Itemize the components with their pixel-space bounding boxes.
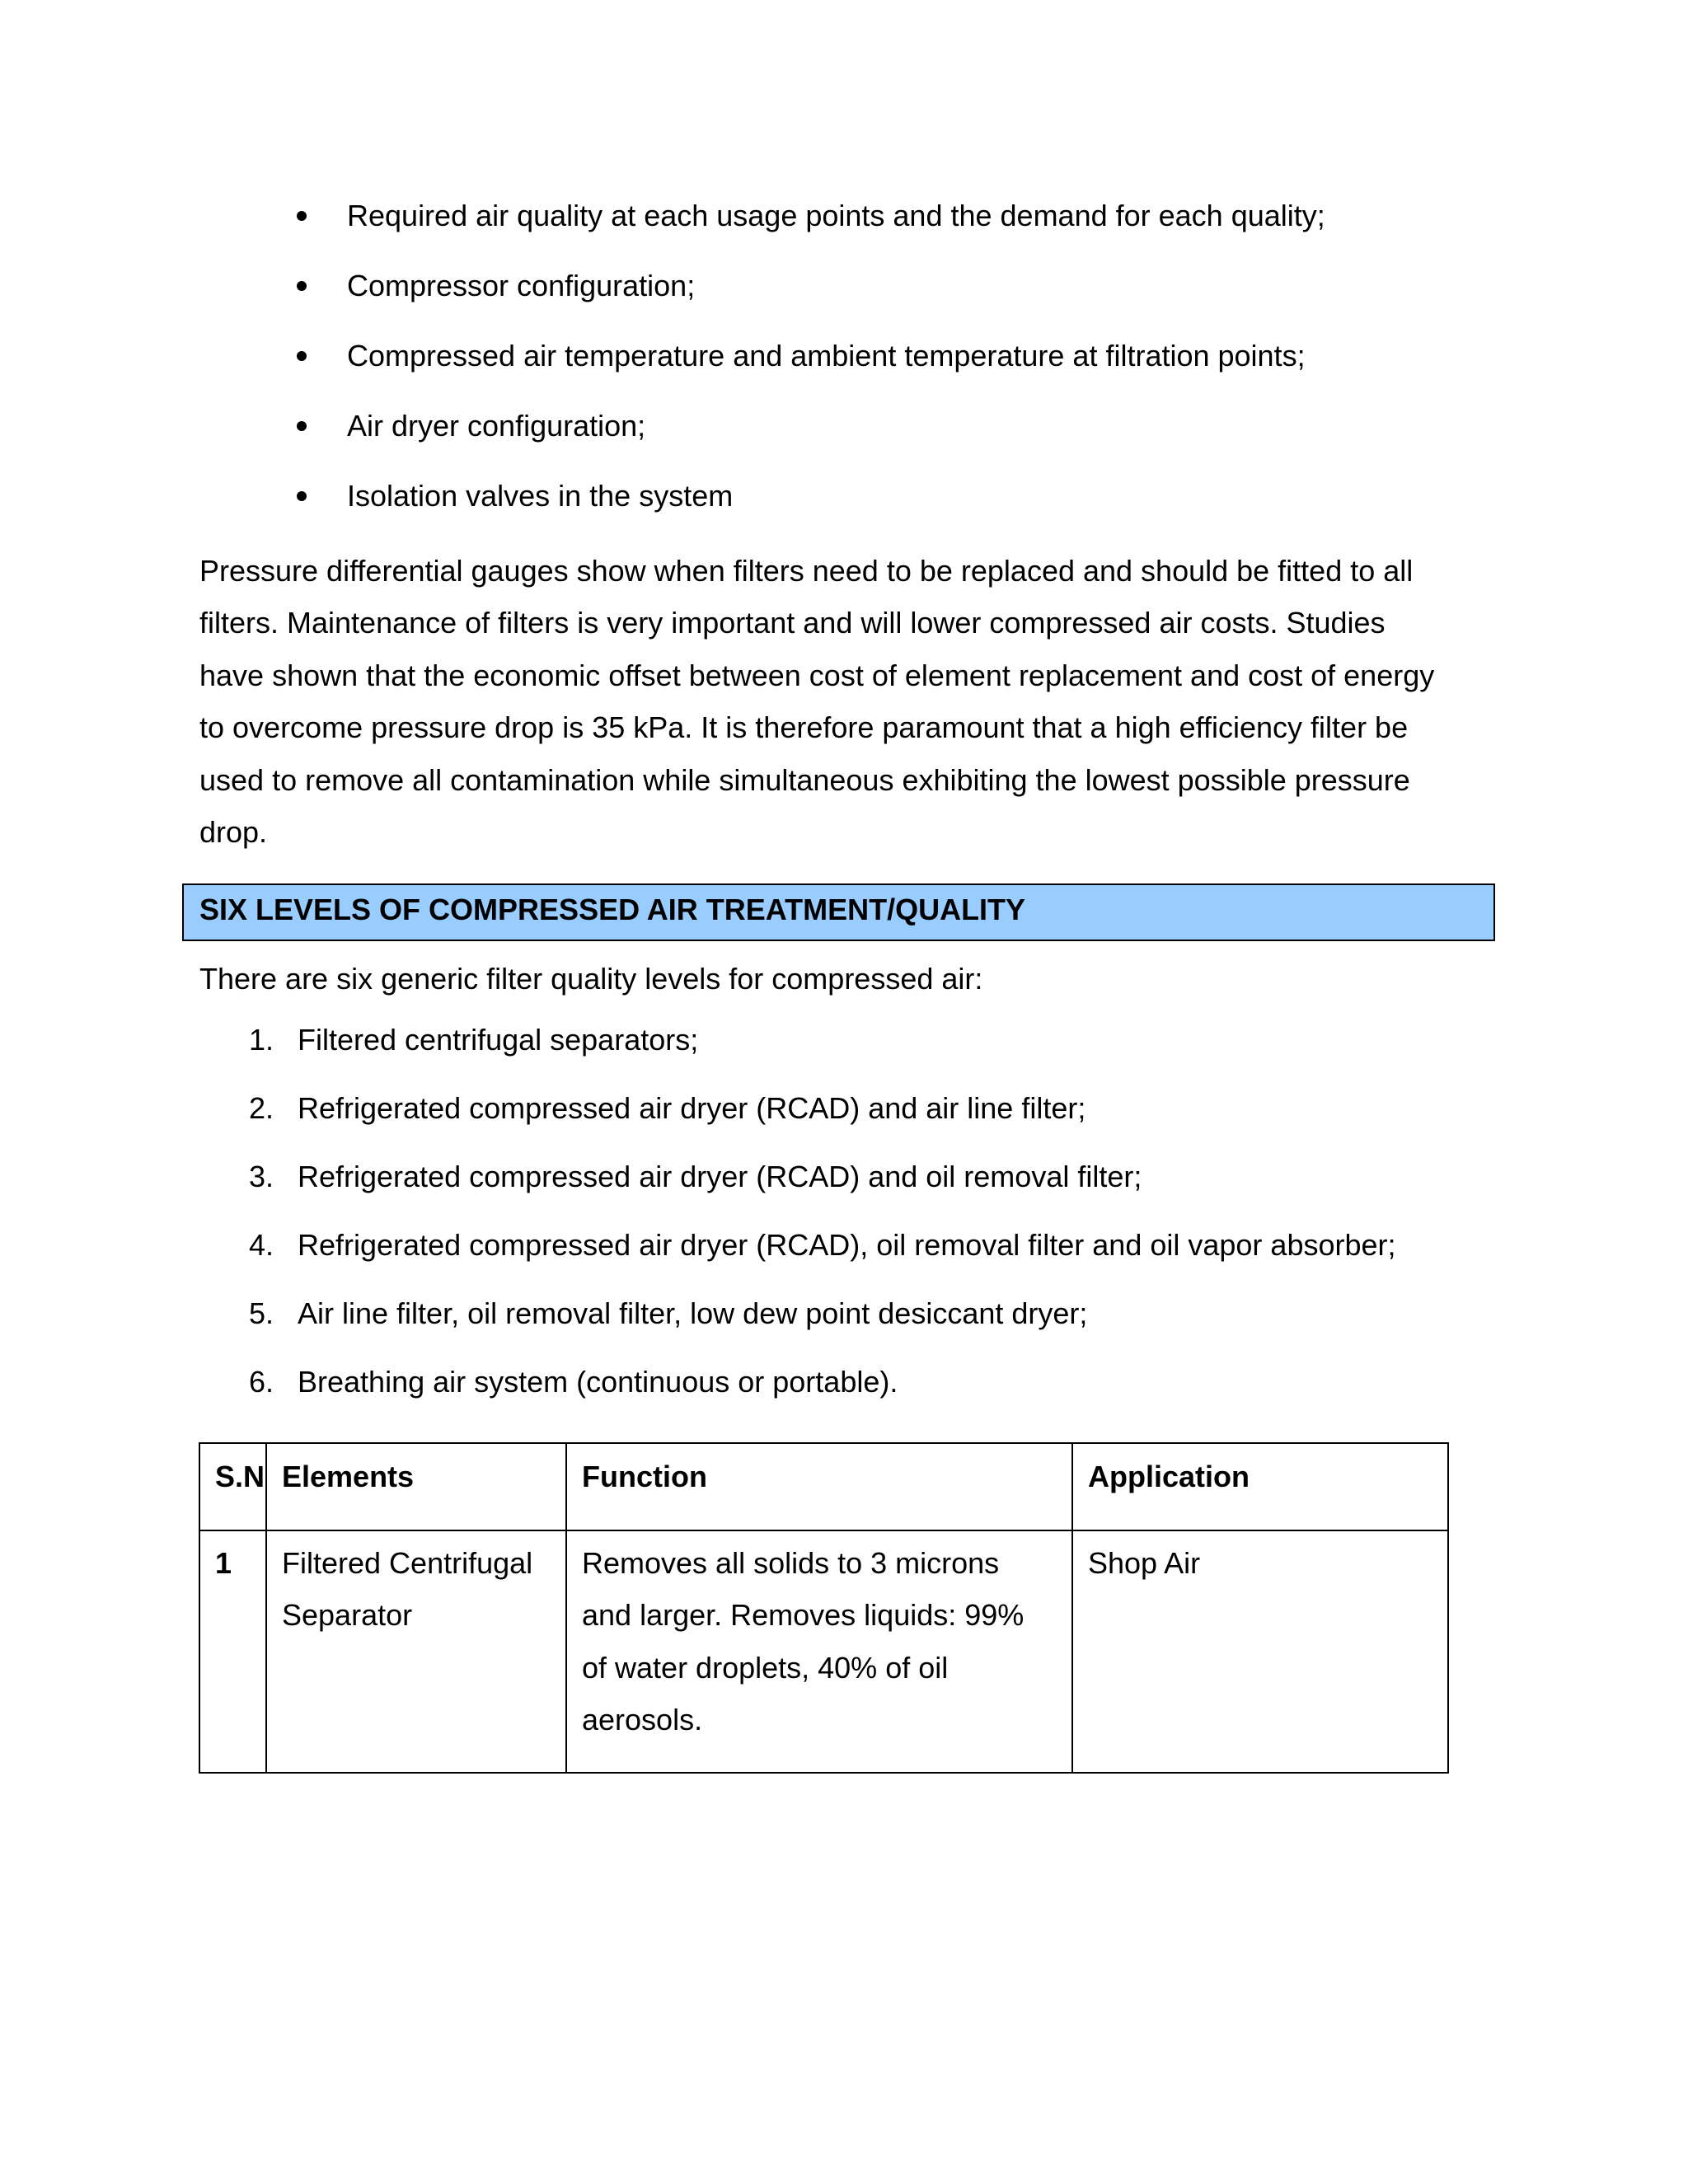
levels-intro-text: There are six generic filter quality levels for compressed air: [199, 962, 983, 996]
bullet-icon [297, 421, 307, 431]
header-application: Application [1072, 1443, 1448, 1530]
cell-line: Filtered Centrifugal [282, 1546, 533, 1580]
bullet-text: Required air quality at each usage points and the demand for each quality; [347, 199, 1325, 232]
header-sn: S.N [199, 1443, 266, 1530]
cell-function [566, 1530, 1072, 1773]
paragraph-line: used to remove all contamination while simultaneous exhibiting the lowest possible pressure [199, 762, 1410, 797]
cell-line: Removes all solids to 3 microns [582, 1546, 1000, 1580]
section-title: SIX LEVELS OF COMPRESSED AIR TREATMENT/QUALITY [199, 893, 1026, 926]
paragraph-line: have shown that the economic offset between cost of element replacement and cost of energy [199, 658, 1435, 692]
list-number: 2. [249, 1091, 274, 1125]
cell-application: Shop Air [1072, 1530, 1448, 1773]
bullet-text: Isolation valves in the system [347, 479, 734, 513]
list-item-text: Breathing air system (continuous or portable). [298, 1365, 898, 1399]
bullet-icon [297, 351, 307, 361]
list-item-text: Air line filter, oil removal filter, low dew point desiccant dryer; [298, 1296, 1088, 1330]
table-header-row [199, 1443, 1448, 1530]
paragraph-line: Pressure differential gauges show when filters need to be replaced and should be fitted to all [199, 554, 1414, 588]
pressure-gauge-paragraph [199, 545, 1485, 858]
bullet-icon [297, 491, 307, 501]
list-number: 3. [249, 1160, 274, 1193]
cell-line: of water droplets, 40% of oil [582, 1650, 949, 1685]
cell-elements [266, 1530, 566, 1773]
header-elements: Elements [266, 1443, 566, 1530]
list-number: 4. [249, 1228, 274, 1262]
paragraph-line: to overcome pressure drop is 35 kPa. It is therefore paramount that a high efficiency filter be [199, 710, 1409, 745]
section-heading-banner [182, 883, 1495, 941]
list-number: 1. [249, 1023, 274, 1057]
list-number: 5. [249, 1296, 274, 1330]
bullet-text: Air dryer configuration; [347, 409, 646, 443]
paragraph-line: drop. [199, 815, 268, 850]
list-item-text: Refrigerated compressed air dryer (RCAD), oil removal filter and oil vapor absorber; [298, 1228, 1396, 1262]
list-item-text: Refrigerated compressed air dryer (RCAD) and oil removal filter; [298, 1160, 1142, 1193]
bullet-text: Compressor configuration; [347, 269, 696, 302]
table-row [199, 1530, 1448, 1773]
cell-line: and larger. Removes liquids: 99% [582, 1598, 1025, 1633]
list-item-text: Refrigerated compressed air dryer (RCAD) and air line filter; [298, 1091, 1086, 1125]
paragraph-line: filters. Maintenance of filters is very important and will lower compressed air costs. Studies [199, 606, 1386, 640]
cell-sn: 1 [199, 1530, 266, 1773]
list-number: 6. [249, 1365, 274, 1399]
bullet-icon [297, 211, 307, 221]
bullet-icon [297, 281, 307, 291]
bullet-text: Compressed air temperature and ambient temperature at filtration points; [347, 339, 1306, 373]
elements-table [199, 1442, 1449, 1774]
cell-line: aerosols. [582, 1703, 703, 1737]
cell-line: Separator [282, 1598, 413, 1633]
header-function: Function [566, 1443, 1072, 1530]
list-item-text: Filtered centrifugal separators; [298, 1023, 699, 1057]
